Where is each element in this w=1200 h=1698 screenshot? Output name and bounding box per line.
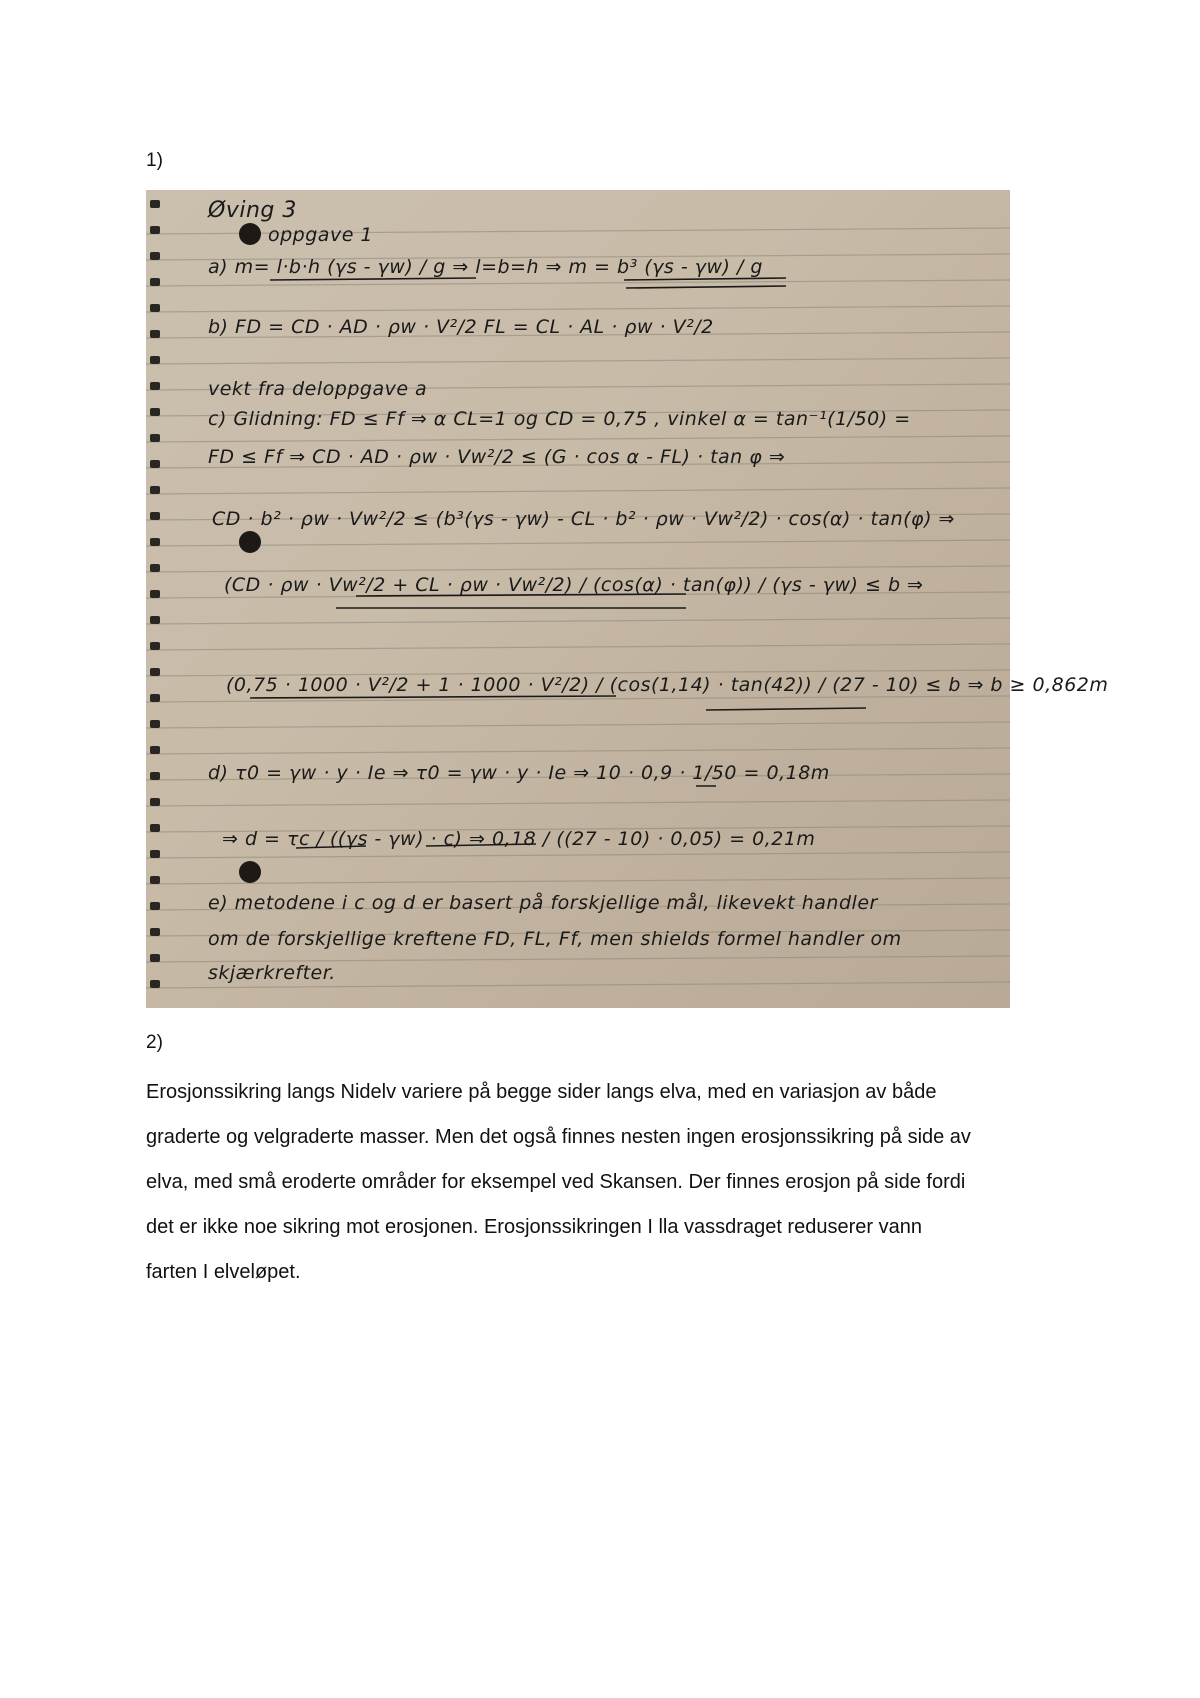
handwritten-line: vekt fra deloppgave a [208,378,428,400]
paragraph-line: Erosjonssikring langs Nidelv variere på begge sider langs elva, med en variasjon av både [146,1081,937,1103]
notebook-photo [146,190,1109,1008]
handwritten-line: a) m= l·b·h (γs - γw) / g ⇒ l=b=h ⇒ m = b³ (γs - γw) / g [208,256,763,278]
paragraph-line: farten I elveløpet. [146,1261,301,1283]
handwritten-line: d) τ0 = γw · y · Ie ⇒ τ0 = γw · y · Ie ⇒ 10 · 0,9 · 1/50 = 0,18m [208,762,830,784]
handwritten-line: ⇒ d = τc / ((γs - γw) · c) ⇒ 0,18 / ((27 - 10) · 0,05) = 0,21m [222,828,816,850]
handwritten-line: skjærkrefter. [208,962,336,984]
handwritten-line: om de forskjellige kreftene FD, FL, Ff, men shields formel handler om [208,928,902,950]
handwritten-line: Øving 3 [208,198,297,223]
handwritten-line: e) metodene i c og d er basert på forskjellige mål, likevekt handler [208,892,878,914]
section-1-label: 1) [146,150,163,171]
paragraph-line: elva, med små eroderte områder for eksempel ved Skansen. Der finnes erosjon på side fordi [146,1171,966,1193]
paragraph-line: det er ikke noe sikring mot erosjonen. Erosjonssikringen I lla vassdraget reduserer vann [146,1216,922,1238]
handwritten-line: oppgave 1 [268,224,374,246]
handwritten-line: (CD · ρw · Vw²/2 + CL · ρw · Vw²/2) / (cos(α) · tan(φ)) / (γs - γw) ≤ b ⇒ [224,574,924,596]
section-2-label: 2) [146,1032,163,1053]
handwritten-line: (0,75 · 1000 · V²/2 + 1 · 1000 · V²/2) / (cos(1,14) · tan(42)) / (27 - 10) ≤ b ⇒ b ≥ 0,862m [226,674,1109,696]
paragraph-line: graderte og velgraderte masser. Men det også finnes nesten ingen erosjonssikring på side av [146,1126,971,1148]
handwritten-line: b) FD = CD · AD · ρw · V²/2 FL = CL · AL · ρw · V²/2 [208,316,714,338]
section-2-paragraph [146,1070,1066,1295]
handwritten-line: c) Glidning: FD ≤ Ff ⇒ α CL=1 og CD = 0,75 , vinkel α = tan⁻¹(1/50) = [208,408,911,430]
notebook-lines-graphic [146,190,1010,1008]
handwritten-line: CD · b² · ρw · Vw²/2 ≤ (b³(γs - γw) - CL · b² · ρw · Vw²/2) · cos(α) · tan(φ) ⇒ [212,508,955,530]
handwritten-line: FD ≤ Ff ⇒ CD · AD · ρw · Vw²/2 ≤ (G · cos α - FL) · tan φ ⇒ [208,446,786,468]
